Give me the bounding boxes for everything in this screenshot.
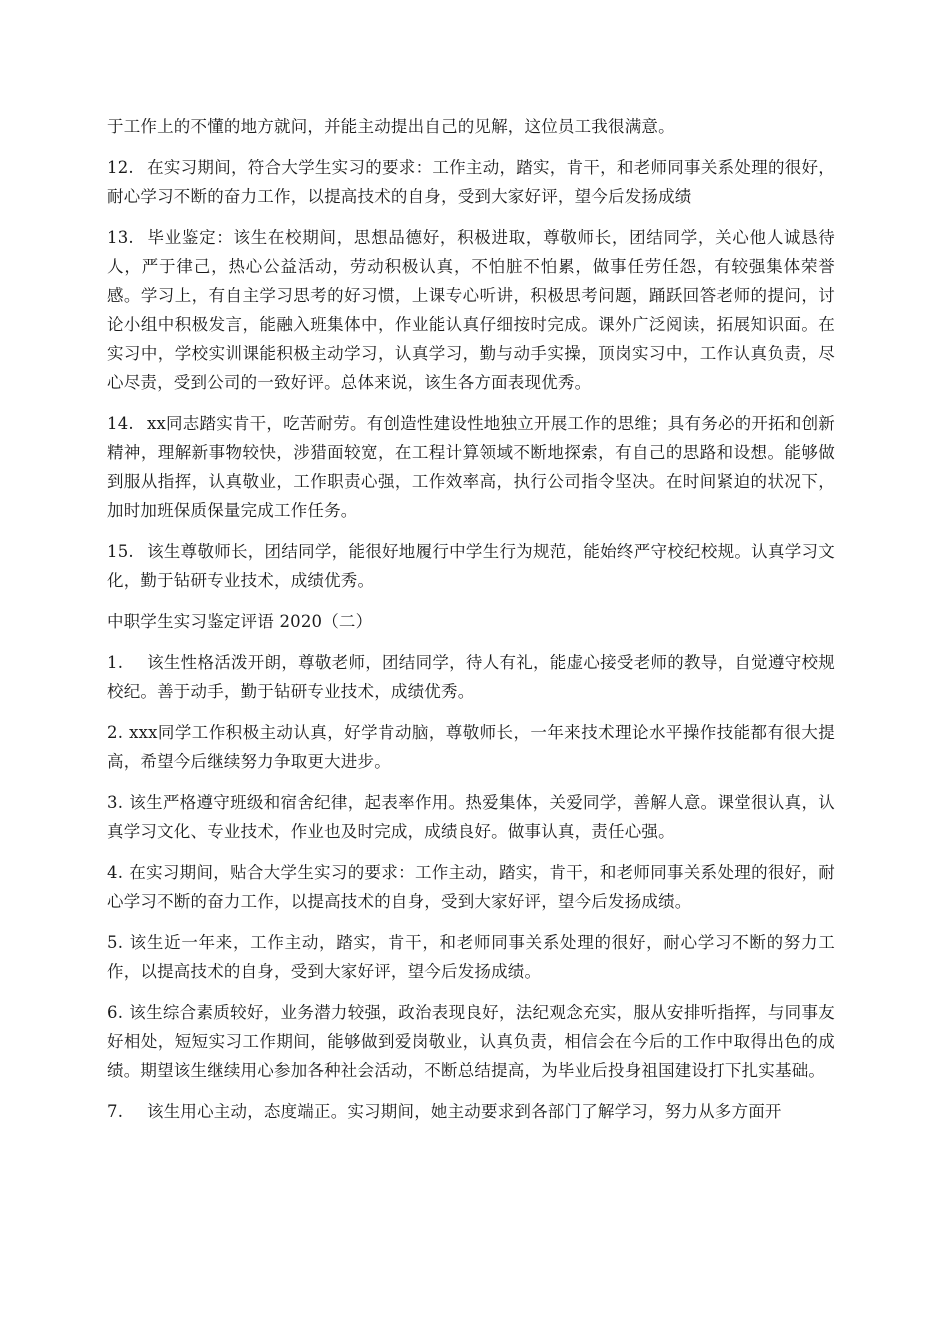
paragraph-text: xx同志踏实肯干，吃苦耐劳。有创造性建设性地独立开展工作的思维；具有务必的开拓和创新精神，理解新事物较快，涉猎面较宽，在工程计算领域不断地探索，有自己的思路和设想。能够做到服从指挥，认真敬业，工作职责心强，工作效率高，执行公司指令坚决。在时间紧迫的状况下，加时加班保质保量完成工作任务。 (107, 414, 835, 520)
paragraph-item-3 (107, 788, 835, 846)
paragraph-text: 该生尊敬师长，团结同学，能很好地履行中学生行为规范，能始终严守校纪校规。认真学习文化，勤于钻研专业技术，成绩优秀。 (107, 542, 835, 590)
paragraph-item-14 (107, 409, 835, 525)
item-number: 1. (107, 653, 124, 672)
paragraph-text: 毕业鉴定：该生在校期间，思想品德好，积极进取，尊敬师长，团结同学，关心他人诚恳待人，严于律己，热心公益活动，劳动积极认真，不怕脏不怕累，做事任劳任怨，有较强集体荣誉感。学习上，有自主学习思考的好习惯，上课专心听讲，积极思考问题，踊跃回答老师的提问，讨论小组中积极发言，能融入班集体中，作业能认真仔细按时完成。课外广泛阅读，拓展知识面。在实习中，学校实训课能积极主动学习，认真学习，勤与动手实操，顶岗实习中，工作认真负责，尽心尽责，受到公司的一致好评。总体来说，该生各方面表现优秀。 (107, 228, 835, 392)
paragraph-text: 该生近一年来，工作主动，踏实，肯干，和老师同事关系处理的很好，耐心学习不断的努力工作，以提高技术的自身，受到大家好评，望今后发扬成绩。 (107, 933, 835, 981)
paragraph-item-6 (107, 998, 835, 1085)
paragraph-text: 该生综合素质较好，业务潜力较强，政治表现良好，法纪观念充实，服从安排听指挥，与同事友好相处，短短实习工作期间，能够做到爱岗敬业，认真负责，相信会在今后的工作中取得出色的成绩。期望该生继续用心参加各种社会活动，不断总结提高，为毕业后投身祖国建设打下扎实基础。 (107, 1003, 835, 1080)
item-number: 15. (107, 542, 134, 561)
paragraph-text: xxx同学工作积极主动认真，好学肯动脑，尊敬师长，一年来技术理论水平操作技能都有很大提高，希望今后继续努力争取更大进步。 (107, 723, 835, 771)
paragraph-text: 在实习期间，符合大学生实习的要求：工作主动，踏实，肯干，和老师同事关系处理的很好，耐心学习不断的奋力工作，以提高技术的自身，受到大家好评，望今后发扬成绩 (107, 158, 835, 206)
item-number: 4. (107, 863, 124, 882)
item-number: 12. (107, 158, 134, 177)
document-page (107, 112, 835, 1138)
paragraph-text: 该生用心主动，态度端正。实习期间，她主动要求到各部门了解学习，努力从多方面开 (147, 1102, 782, 1121)
paragraph-item-4 (107, 858, 835, 916)
item-number: 14. (107, 414, 134, 433)
paragraph-item-15 (107, 537, 835, 595)
paragraph-text: 该生严格遵守班级和宿舍纪律，起表率作用。热爱集体，关爱同学，善解人意。课堂很认真，认真学习文化、专业技术，作业也及时完成，成绩良好。做事认真，责任心强。 (107, 793, 835, 841)
item-number: 2. (107, 723, 124, 742)
paragraph-item-1 (107, 648, 835, 706)
paragraph-item-2 (107, 718, 835, 776)
item-number: 5. (107, 933, 124, 952)
item-number: 6. (107, 1003, 124, 1022)
paragraph-item-12 (107, 153, 835, 211)
item-number: 7. (107, 1102, 124, 1121)
section-heading (107, 607, 835, 636)
paragraph-text: 在实习期间，贴合大学生实习的要求：工作主动，踏实，肯干，和老师同事关系处理的很好，耐心学习不断的奋力工作，以提高技术的自身，受到大家好评，望今后发扬成绩。 (107, 863, 835, 911)
paragraph-text: 于工作上的不懂的地方就问，并能主动提出自己的见解，这位员工我很满意。 (107, 117, 675, 136)
item-number: 13. (107, 228, 134, 247)
paragraph-text: 该生性格活泼开朗，尊敬老师，团结同学，待人有礼，能虚心接受老师的教导，自觉遵守校规校纪。善于动手，勤于钻研专业技术，成绩优秀。 (107, 653, 835, 701)
paragraph-item-7 (107, 1097, 835, 1126)
paragraph-item-13 (107, 223, 835, 397)
section-heading-text: 中职学生实习鉴定评语 2020（二） (107, 612, 373, 631)
paragraph-continuation (107, 112, 835, 141)
item-number: 3. (107, 793, 124, 812)
paragraph-item-5 (107, 928, 835, 986)
